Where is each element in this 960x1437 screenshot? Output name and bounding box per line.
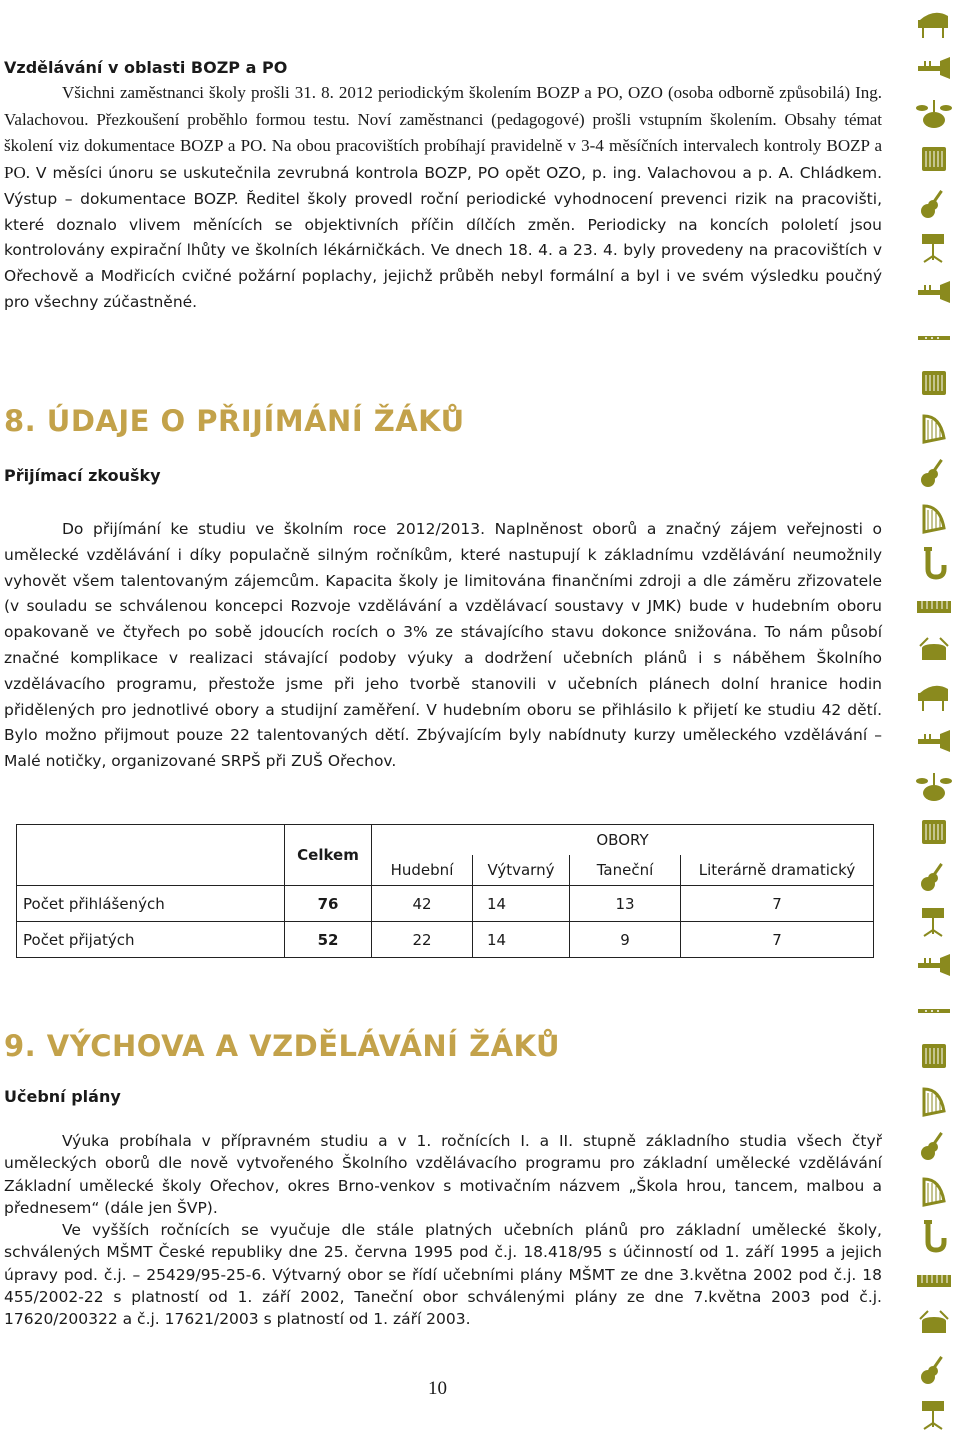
drum-icon: [914, 634, 954, 670]
accordion-icon: [914, 814, 954, 850]
applied-music: 42: [372, 886, 473, 922]
table-row: [17, 886, 874, 922]
music-stand-icon: [914, 230, 954, 266]
saxophone-icon: [914, 1218, 954, 1254]
subheading-admission-exams: Přijímací zkoušky: [4, 466, 161, 485]
decorative-instrument-border: [908, 0, 960, 1436]
piano-icon: [914, 679, 954, 715]
total-column-header: Celkem: [285, 825, 372, 886]
bozp-paragraph: [4, 80, 882, 315]
flute-icon: [914, 320, 954, 356]
accordion-icon: [914, 141, 954, 177]
drum-kit-icon: [914, 769, 954, 805]
guitar-icon: [914, 1352, 954, 1388]
harp-icon: [914, 1173, 954, 1209]
drum-kit-icon: [914, 96, 954, 132]
harp-icon: [914, 410, 954, 446]
guitar-icon: [914, 455, 954, 491]
field-header-dance: Taneční: [570, 855, 681, 886]
trumpet-icon: [914, 275, 954, 311]
admissions-paragraph-text: Do přijímání ke studiu ve školním roce 2012/2013. Naplněnost oborů a značný zájem veřejnosti o umělecké vzdělávání i díky populačně silným ročníkům, které nastupují k základnímu vzdělávání neumožnily vyhovět všem talentovaným zájemcům. Kapacita školy je limitována finančními zdroji a dle záměru zřizovatele (v souladu se schválenou koncepci Rozvoje vzdělávání a vzdělávací soustavy v JMK) bude v hudebním oboru opakovaně ve čtyřech po sobě jdoucích rocích o 3% ze stávajícího stavu dokonce snižována. To nám působí značné komplikace v realizaci stávající podoby výuky a dodržení učebních plánů i s náběhem Školního vzdělávacího programu, přestože jsme při jeho tvorbě stanovili v učebních plánech dolní hranice hodin přidělených pro jednotlivé obory a studijní zaměření. V hudebním oboru se přihlásilo k přijetí ke studiu 42 dětí. Bylo možno přijmout pouze 22 talentovaných dětí. Zbývajícím byly nabídnuty kurzy uměleckého vzdělávání – Malé notičky, organizované SRPŠ při ZUŠ Ořechov.: [4, 520, 882, 771]
saxophone-icon: [914, 545, 954, 581]
trumpet-icon: [914, 724, 954, 760]
page-number: 10: [428, 1378, 447, 1399]
section-heading-9: 9. VÝCHOVA A VZDĚLÁVÁNÍ ŽÁKŮ: [4, 1029, 561, 1063]
harp-icon: [914, 1083, 954, 1119]
admitted-art: 14: [473, 922, 570, 958]
table-corner-cell: [17, 825, 285, 886]
accordion-icon: [914, 1038, 954, 1074]
admitted-dance: 9: [570, 922, 681, 958]
subheading-curricula: Učební plány: [4, 1087, 121, 1106]
accordion-icon: [914, 365, 954, 401]
field-header-drama: Literárně dramatický: [681, 855, 874, 886]
guitar-icon: [914, 186, 954, 222]
bozp-paragraph-serif-part: Všichni zaměstnanci školy prošli 31. 8. 2012 periodickým školením BOZP a PO, OZO (osoba odborně způsobilá) Ing. Valachovou. Přezkoušení proběhlo formou testu. Noví zaměstnanci (pedagogové) prošli vstupním školením. Obsahy témat školení viz dokumentace BOZP a PO. Na obou pracovištích probíhají pravidelně v 3-4 měsíčních intervalech kontroly BOZP a PO.: [4, 83, 882, 183]
row-label-applied: Počet přihlášených: [17, 886, 285, 922]
keyboard-icon: [914, 1263, 954, 1299]
curricula-paragraph-2: [4, 1219, 882, 1330]
keyboard-icon: [914, 589, 954, 625]
curricula-paragraph-1-text: Výuka probíhala v přípravném studiu a v 1. ročnících I. a II. stupně základního studia všech čtyř uměleckých oborů dle nově vytvořeného Školního vzdělávacího programu pro základní umělecké vzdělávání Základní umělecké školy Ořechov, okres Brno-venkov s motivačním názvem „Škola hrou, tancem, malbou a přednesem“ (dále jen ŠVP).: [4, 1132, 882, 1217]
applied-total: 76: [285, 886, 372, 922]
guitar-icon: [914, 859, 954, 895]
applied-art: 14: [473, 886, 570, 922]
curricula-text: [4, 1130, 882, 1331]
field-header-art: Výtvarný: [473, 855, 570, 886]
bozp-paragraph-rest: V měsíci únoru se uskutečnila zevrubná kontrola BOZP, PO opět OZO, p. ing. Valachovou a p. A. Chládkem. Výstup – dokumentace BOZP. Ředitel školy provedl roční periodické vyhodnocení prevenci rizik na pracovišti, které doznalo vlivem měnících se objektivních příčin dílčích změn. Periodicky na koncích pololetí jsou kontrolovány expirační lhůty ve školních lékárničkách. Ve dnech 18. 4. a 23. 4. byly provedeny na pracovištích v Ořechově a Modřicích cvičné požární poplachy, jejichž průběh nebyl formální a byl i ve svém výsledku poučný pro všechny zúčastněné.: [4, 164, 882, 311]
row-label-admitted: Počet přijatých: [17, 922, 285, 958]
trumpet-icon: [914, 51, 954, 87]
admitted-total: 52: [285, 922, 372, 958]
drum-icon: [914, 1307, 954, 1343]
section-title-bozp: Vzdělávání v oblasti BOZP a PO: [4, 58, 288, 77]
music-stand-icon: [914, 904, 954, 940]
curricula-paragraph-1: [4, 1130, 882, 1219]
music-stand-icon: [914, 1397, 954, 1433]
table-row: [17, 922, 874, 958]
trumpet-icon: [914, 948, 954, 984]
curricula-paragraph-2-text: Ve vyšších ročnících se vyučuje dle stále platných učebních plánů pro základní umělecké školy, schválených MŠMT České republiky dne 25. června 1995 pod č.j. 18.418/95 s účinností od 1. září 1995 a jejich úpravy pod. č.j. – 25429/95-25-6. Výtvarný obor se řídí učebními plány MŠMT ze dne 3.května 2002 pod č.j. 18 455/2002-22 s platností od 1. září 2002, Taneční obor schválenými plány ze dne 7.května 2003 pod č.j. 17620/200322 a č.j. 17621/2003 s platností od 1. září 2003.: [4, 1221, 882, 1329]
admitted-music: 22: [372, 922, 473, 958]
admissions-table: [16, 824, 874, 958]
section-heading-8: 8. ÚDAJE O PŘIJÍMÁNÍ ŽÁKŮ: [4, 404, 465, 438]
applied-drama: 7: [681, 886, 874, 922]
harp-icon: [914, 500, 954, 536]
fields-header: OBORY: [372, 825, 874, 856]
admitted-drama: 7: [681, 922, 874, 958]
flute-icon: [914, 993, 954, 1029]
field-header-music: Hudební: [372, 855, 473, 886]
admissions-paragraph: [4, 517, 882, 775]
guitar-icon: [914, 1128, 954, 1164]
applied-dance: 13: [570, 886, 681, 922]
table-header-row-1: [17, 825, 874, 856]
piano-icon: [914, 6, 954, 42]
